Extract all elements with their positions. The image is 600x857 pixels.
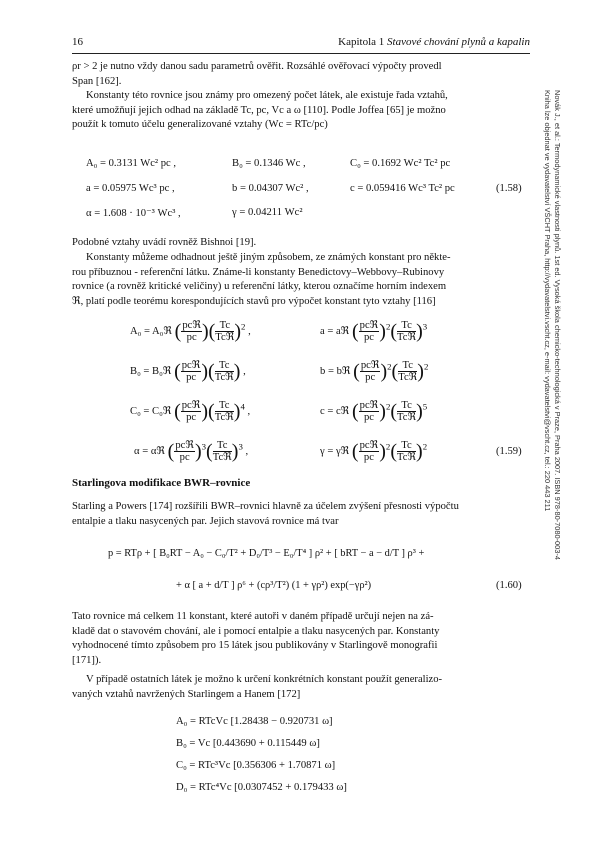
copyright-sidenote bbox=[543, 90, 562, 750]
eq-a: a = 0.05975 Wc³ pc , bbox=[86, 183, 175, 194]
paragraph-5: Starling a Powers [174] rozšířili BWR–rovnici hlavně za účelem zvýšení přesnosti výpočtu entalpie a tlaku nasycených par. Jejich stavová rovnice má tvar bbox=[72, 501, 459, 527]
eq-a0: A₀ = 0.3131 Wc² pc , bbox=[86, 158, 177, 169]
eq159-a0: A₀ = A₀ℜ ( $\frac{\text{pcℜ}}{pc}$ )( $\frac{Tc}{\text{Tcℜ}}$ )$^2$ , bbox=[130, 320, 251, 343]
eq-c0: C₀ = 0.1692 Wc² Tc² pc bbox=[350, 158, 451, 169]
page-number: 16 bbox=[72, 36, 83, 48]
paragraph-3: Podobné vztahy uvádí rovněž Bishnoi [19]. bbox=[72, 237, 257, 248]
eq-sh-d0: D₀ = RTc⁴Vc [0.0307452 + 0.179433 ω] bbox=[176, 782, 347, 793]
paragraph-2: Konstanty této rovnice jsou známy pro omezený počet látek, ale existuje řada vztahů, které umožňují jejich odhad na základě Tc, pc, Vc a ω [110]. Podle Joffea [65] je možno použít k tomuto účelu generalizované vztahy (Wc = RTc/pc) bbox=[72, 90, 448, 131]
header-rule bbox=[72, 53, 530, 54]
equation-number-1-59: (1.59) bbox=[496, 446, 522, 457]
eq159-alpha: α = αℜ ( $\frac{\text{pcℜ}}{pc}$ )$^3$( $\frac{Tc}{\text{Tcℜ}}$ )$^3$ , bbox=[134, 440, 249, 463]
eq-alpha: α = 1.608 · 10⁻³ Wc³ , bbox=[86, 208, 181, 219]
section-heading: Starlingova modifikace BWR–rovnice bbox=[72, 477, 251, 489]
chapter-title: Kapitola 1 Stavové chování plynů a kapalin bbox=[338, 36, 530, 48]
eq-b0: B₀ = 0.1346 Wc , bbox=[232, 158, 306, 169]
paragraph-4: Konstanty můžeme odhadnout ještě jiným způsobem, ze známých konstant pro někte- rou příbuznou - referenční látku. Známe-li konstanty Benedictovy–Webbovy–Rubinovy rovnice (a rovněž kritické veličiny) u referenční látky, kterou označíme horním indexem ℜ, platí podle teorému korespondujících stavů pro výpočet konstant tyto vztahy [116] bbox=[72, 252, 451, 307]
eq159-gamma: γ = γℜ ( $\frac{\text{pcℜ}}{pc}$ )$^2$( $\frac{Tc}{\text{Tcℜ}}$ )$^2$ bbox=[320, 440, 428, 463]
equation-number-1-60: (1.60) bbox=[496, 580, 522, 591]
eq159-a: a = aℜ ( $\frac{\text{pcℜ}}{pc}$ )$^2$( $\frac{Tc}{\text{Tcℜ}}$ )$^3$ bbox=[320, 320, 428, 343]
eq-gamma: γ = 0.04211 Wc² bbox=[232, 207, 303, 218]
eq160-line-2: + α [ a + d/T ] ρ⁶ + (cρ³/T²) (1 + γρ²) exp(−γρ²) bbox=[176, 580, 372, 591]
sidenote-line-1: Novák J., et al.: Termodynamické vlastnosti plynů. 1st ed. Vysoká škola chemicko-technologická v Praze, Praha 2007. ISBN 978-80-7080-003-4 bbox=[553, 90, 562, 560]
eq-sh-c0: C₀ = RTc³Vc [0.356306 + 1.70871 ω] bbox=[176, 760, 336, 771]
eq160-line-1: p = RTρ + [ B₀RT − A₀ − C₀/T² + D₀/T³ − E₀/T⁴ ] ρ² + [ bRT − a − d/T ] ρ³ + bbox=[108, 548, 425, 559]
eq-sh-b0: B₀ = Vc [0.443690 + 0.115449 ω] bbox=[176, 738, 320, 749]
running-header bbox=[72, 36, 530, 50]
eq159-c0: C₀ = C₀ℜ ( $\frac{\text{pcℜ}}{pc}$ )( $\frac{Tc}{\text{Tcℜ}}$ )$^4$ , bbox=[130, 400, 251, 423]
equation-number-1-58: (1.58) bbox=[496, 183, 522, 194]
eq159-c: c = cℜ ( $\frac{\text{pcℜ}}{pc}$ )$^2$( $\frac{Tc}{\text{Tcℜ}}$ )$^5$ bbox=[320, 400, 428, 423]
sidenote-line-2: Kniha lze objednat ve vydavatelství VŠCHT Praha, http://vydavatelstvi.vscht.cz, e-mail: vydavatelstvi@vscht.cz, tel.: 220 443 211 bbox=[543, 90, 553, 512]
eq159-b: b = bℜ ( $\frac{\text{pcℜ}}{pc}$ )$^2$( $\frac{Tc}{\text{Tcℜ}}$ )$^2$ bbox=[320, 360, 429, 383]
paragraph-1: ρr > 2 je nutno vždy danou sadu parametrů ověřit. Rozsáhlé ověřovací výpočty provedl Span [162]. bbox=[72, 61, 442, 87]
eq-c: c = 0.059416 Wc³ Tc² pc bbox=[350, 183, 455, 194]
eq159-b0: B₀ = B₀ℜ ( $\frac{\text{pcℜ}}{pc}$ )( $\frac{Tc}{\text{Tcℜ}}$ ) , bbox=[130, 360, 246, 383]
paragraph-7: V případě ostatních látek je možno k určení konkrétních konstant použít generalizo- vaných vztahů navržených Starlingem a Hanem [172] bbox=[72, 674, 443, 700]
paragraph-6: Tato rovnice má celkem 11 konstant, které autoři v daném případě určují nejen na zá- kladě dat o stavovém chování, ale i pomocí entalpie a tlaku nasycených par. Konstanty vyhodnocené tímto způsobem pro 15 látek jsou publikovány v Starlingově monografii [171]). bbox=[72, 611, 440, 666]
eq-b: b = 0.04307 Wc² , bbox=[232, 183, 309, 194]
eq-sh-a0: A₀ = RTcVc [1.28438 − 0.920731 ω] bbox=[176, 716, 333, 727]
